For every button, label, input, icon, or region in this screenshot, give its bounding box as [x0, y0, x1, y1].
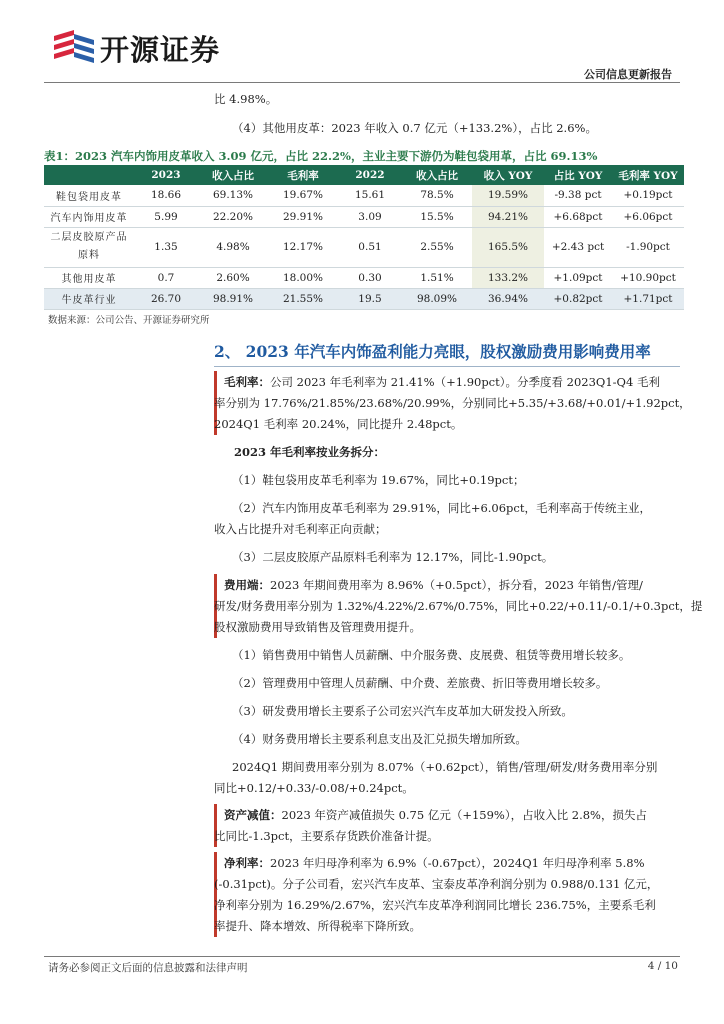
table-cell: 12.17% [268, 227, 338, 267]
section-title: 2、 2023 年汽车内饰盈利能力亮眼，股权激励费用影响费用率 [214, 342, 651, 361]
gross-item: （2）汽车内饰用皮革毛利率为 29.91%，同比+6.06pct，毛利率高于传统主业， [232, 501, 651, 515]
table-cell: 98.91% [198, 288, 268, 309]
net-line: (-0.31pct)。分子公司看，宏兴汽车皮革、宝泰皮革净利润分别为 0.988/0.131 亿元， [214, 877, 659, 891]
table-cell: 36.94% [472, 288, 544, 309]
table-cell: +1.09pct [544, 267, 612, 288]
table-cell: 3.09 [338, 206, 402, 227]
expense-item: （4）财务费用增长主要系利息支出及汇兑损失增加所致。 [232, 732, 527, 746]
table-cell: 26.70 [134, 288, 198, 309]
table-cell: 98.09% [402, 288, 472, 309]
impair-text: 2023 年资产减值损失 0.75 亿元（+159%），占收入比 2.8%，损失占 [281, 808, 647, 822]
gross-item: （1）鞋包袋用皮革毛利率为 19.67%，同比+0.19pct； [232, 473, 525, 487]
table-row [44, 185, 684, 206]
table-cell: +2.43 pct [544, 227, 612, 267]
table-cell: 78.5% [402, 185, 472, 206]
table-cell: 0.7 [134, 267, 198, 288]
table-cell: 15.5% [402, 206, 472, 227]
table-cell: 19.5 [338, 288, 402, 309]
table-header-cell: 2022 [338, 165, 402, 185]
table-cell: 19.59% [472, 185, 544, 206]
table-header-cell: 占比 YOY [544, 165, 612, 185]
expense-line: 股权激励费用导致销售及管理费用提升。 [214, 620, 421, 634]
table-cell: 15.61 [338, 185, 402, 206]
expense-item: （3）研发费用增长主要系子公司宏兴汽车皮革加大研发投入所致。 [232, 704, 573, 718]
table-row-label: 二层皮胶原产品原料 [44, 227, 134, 267]
table-row-total [44, 288, 684, 309]
net-label: 净利率： [224, 856, 270, 870]
expense-item: （1）销售费用中销售人员薪酬、中介服务费、皮展费、租赁等费用增长较多。 [232, 648, 631, 662]
table-header-row [44, 165, 684, 185]
table-row-label: 其他用皮革 [44, 267, 134, 288]
revenue-table [44, 165, 684, 310]
table-header-cell: 2023 [134, 165, 198, 185]
table-cell: 0.51 [338, 227, 402, 267]
table-cell: +6.06pct [612, 206, 684, 227]
table-cell: 2.60% [198, 267, 268, 288]
section-divider [214, 366, 680, 367]
table-header-cell: 毛利率 YOY [612, 165, 684, 185]
table-cell: +0.19pct [612, 185, 684, 206]
expense-line: 2024Q1 期间费用率分别为 8.07%（+0.62pct），销售/管理/研发/财务费用率分别 [232, 760, 658, 774]
impair-line: 比同比-1.3pct，主要系存货跌价准备计提。 [214, 829, 439, 843]
table-cell: 133.2% [472, 267, 544, 288]
net-text: 2023 年归母净利率为 6.9%（-0.67pct），2024Q1 年归母净利率 5.8% [270, 856, 645, 870]
gross-text: 公司 2023 年毛利率为 21.41%（+1.90pct）。分季度看 2023Q1-Q4 毛利 [270, 375, 660, 389]
gross-line: 率分别为 17.76%/21.85%/23.68%/20.99%，分别同比+5.35/+3.68/+0.01/+1.92pct， [214, 396, 691, 410]
table-cell: +10.90pct [612, 267, 684, 288]
expense-line: 研发/财务费用率分别为 1.32%/4.22%/2.67%/0.75%，同比+0.22/+0.11/-0.1/+0.3pct，提 [214, 599, 703, 613]
table-header-cell [44, 165, 134, 185]
table-cell: 5.99 [134, 206, 198, 227]
gross-line [224, 372, 660, 393]
expense-line [224, 575, 643, 596]
table-cell: 18.66 [134, 185, 198, 206]
table-cell: 94.21% [472, 206, 544, 227]
table-cell: 21.55% [268, 288, 338, 309]
expense-item: （2）管理费用中管理人员薪酬、中介费、差旅费、折旧等费用增长较多。 [232, 676, 608, 690]
gross-subheading: 2023 年毛利率按业务拆分： [234, 445, 386, 459]
table-cell: +6.68pct [544, 206, 612, 227]
table-cell: 19.67% [268, 185, 338, 206]
table-cell: 1.51% [402, 267, 472, 288]
table-cell: 1.35 [134, 227, 198, 267]
net-line: 率提升、降本增效、所得税率下降所致。 [214, 919, 421, 933]
brand-logo [52, 26, 272, 66]
gross-label: 毛利率： [224, 375, 270, 389]
report-type: 公司信息更新报告 [584, 68, 672, 81]
table-cell: +1.71pct [612, 288, 684, 309]
table-cell: 0.30 [338, 267, 402, 288]
table-header-cell: 收入 YOY [472, 165, 544, 185]
table-source: 数据来源：公司公告、开源证券研究所 [48, 315, 210, 326]
brand-name: 开源证券 [100, 33, 221, 67]
table-cell: 18.00% [268, 267, 338, 288]
table-cell: 165.5% [472, 227, 544, 267]
brand-logo-icon [52, 26, 96, 66]
expense-text: 2023 年期间费用率为 8.96%（+0.5pct），拆分看，2023 年销售/管理/ [270, 578, 643, 592]
table-header-cell: 毛利率 [268, 165, 338, 185]
table-row [44, 227, 684, 267]
impair-label: 资产减值： [224, 808, 282, 822]
gross-item: 收入占比提升对毛利率正向贡献； [214, 522, 387, 536]
table-row-label: 汽车内饰用皮革 [44, 206, 134, 227]
page-header [0, 0, 724, 86]
body-line: （4）其他用皮革：2023 年收入 0.7 亿元（+133.2%），占比 2.6%。 [232, 121, 597, 135]
table-title: 表1：2023 汽车内饰用皮革收入 3.09 亿元，占比 22.2%，主业主要下游仍为鞋包袋用革，占比 69.13% [44, 149, 598, 163]
net-line [224, 853, 645, 874]
table-cell: 2.55% [402, 227, 472, 267]
table-header-cell: 收入占比 [198, 165, 268, 185]
footer-disclaimer: 请务必参阅正文后面的信息披露和法律声明 [48, 962, 248, 974]
expense-line: 同比+0.12/+0.33/-0.08/+0.24pct。 [214, 781, 414, 795]
impair-line [224, 805, 647, 826]
table-cell: 69.13% [198, 185, 268, 206]
net-line: 净利率分别为 16.29%/2.67%，宏兴汽车皮革净利润同比增长 236.75%，主要系毛利 [214, 898, 656, 912]
gross-line: 2024Q1 毛利率 20.24%，同比提升 2.48pct。 [214, 417, 463, 431]
header-divider [44, 82, 680, 83]
footer-divider [44, 956, 680, 957]
gross-item: （3）二层皮胶原产品原料毛利率为 12.17%，同比-1.90pct。 [232, 550, 554, 564]
expense-label: 费用端： [224, 578, 270, 592]
table-row [44, 206, 684, 227]
table-cell: 4.98% [198, 227, 268, 267]
table-cell: +0.82pct [544, 288, 612, 309]
table-cell: 22.20% [198, 206, 268, 227]
table-row-label: 牛皮革行业 [44, 288, 134, 309]
body-line: 比 4.98%。 [214, 92, 278, 106]
table-cell: -9.38 pct [544, 185, 612, 206]
table-row [44, 267, 684, 288]
table-row-label: 鞋包袋用皮革 [44, 185, 134, 206]
table-header-cell: 收入占比 [402, 165, 472, 185]
table-cell: 29.91% [268, 206, 338, 227]
table-cell: -1.90pct [612, 227, 684, 267]
page-number: 4 / 10 [647, 960, 678, 972]
